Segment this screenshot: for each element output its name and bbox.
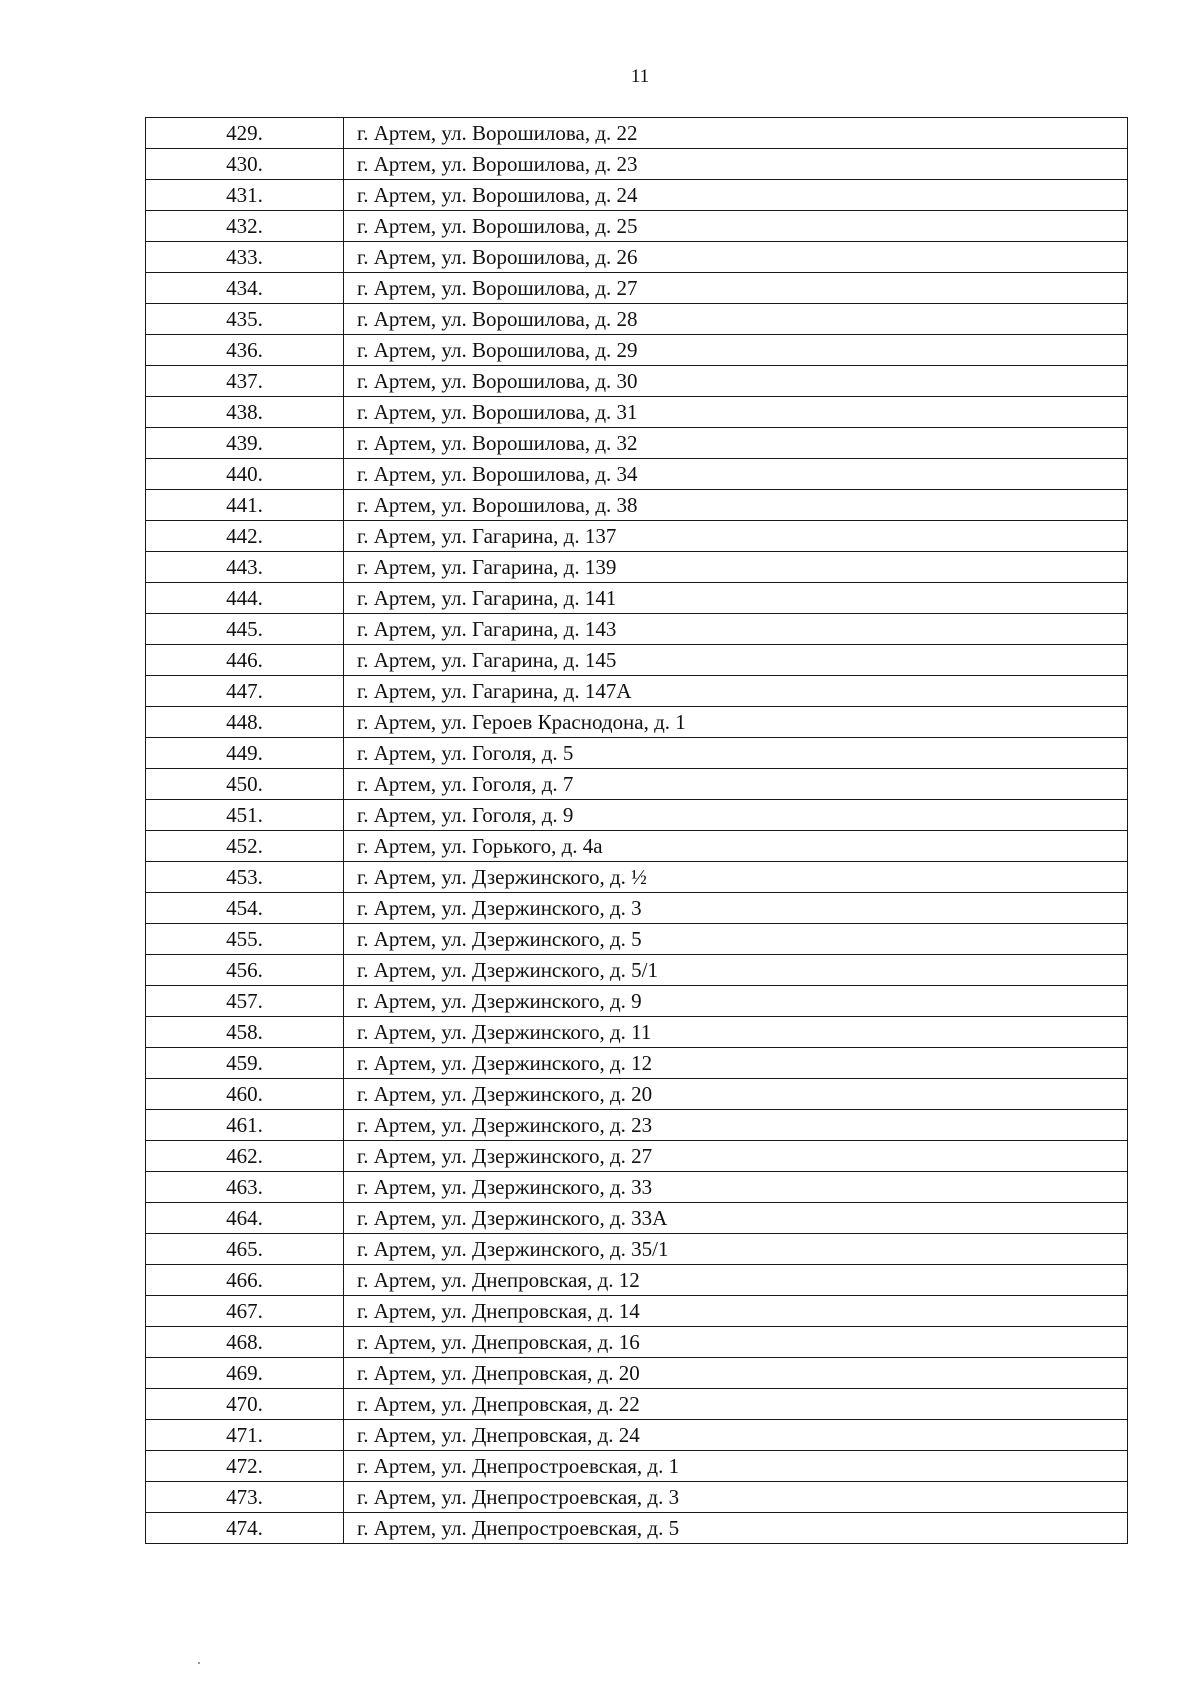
- row-number-cell: 438.: [146, 397, 344, 428]
- address-cell: г. Артем, ул. Ворошилова, д. 32: [344, 428, 1128, 459]
- row-number-cell: 453.: [146, 862, 344, 893]
- row-number-cell: 449.: [146, 738, 344, 769]
- table-row: [146, 1234, 1128, 1265]
- table-row: [146, 1296, 1128, 1327]
- address-cell: г. Артем, ул. Гагарина, д. 139: [344, 552, 1128, 583]
- address-cell: г. Артем, ул. Гагарина, д. 137: [344, 521, 1128, 552]
- row-number-cell: 441.: [146, 490, 344, 521]
- address-cell: г. Артем, ул. Гагарина, д. 141: [344, 583, 1128, 614]
- table-row: [146, 1451, 1128, 1482]
- row-number-cell: 474.: [146, 1513, 344, 1544]
- table-row: [146, 1482, 1128, 1513]
- address-cell: г. Артем, ул. Ворошилова, д. 25: [344, 211, 1128, 242]
- row-number-cell: 434.: [146, 273, 344, 304]
- table-row: [146, 1265, 1128, 1296]
- address-cell: г. Артем, ул. Героев Краснодона, д. 1: [344, 707, 1128, 738]
- table-row: [146, 1110, 1128, 1141]
- row-number-cell: 458.: [146, 1017, 344, 1048]
- row-number-cell: 436.: [146, 335, 344, 366]
- table-row: [146, 149, 1128, 180]
- row-number-cell: 446.: [146, 645, 344, 676]
- row-number-cell: 451.: [146, 800, 344, 831]
- row-number-cell: 461.: [146, 1110, 344, 1141]
- table-row: [146, 490, 1128, 521]
- table-row: [146, 583, 1128, 614]
- row-number-cell: 460.: [146, 1079, 344, 1110]
- page-number: 11: [630, 66, 650, 87]
- row-number-cell: 462.: [146, 1141, 344, 1172]
- table-row: [146, 242, 1128, 273]
- row-number-cell: 465.: [146, 1234, 344, 1265]
- table-row: [146, 1389, 1128, 1420]
- address-cell: г. Артем, ул. Ворошилова, д. 38: [344, 490, 1128, 521]
- scan-dot-mark: [198, 1662, 200, 1664]
- row-number-cell: 433.: [146, 242, 344, 273]
- row-number-cell: 470.: [146, 1389, 344, 1420]
- table-row: [146, 180, 1128, 211]
- row-number-cell: 437.: [146, 366, 344, 397]
- table-row: [146, 645, 1128, 676]
- row-number-cell: 464.: [146, 1203, 344, 1234]
- row-number-cell: 463.: [146, 1172, 344, 1203]
- address-cell: г. Артем, ул. Дзержинского, д. 12: [344, 1048, 1128, 1079]
- row-number-cell: 447.: [146, 676, 344, 707]
- address-cell: г. Артем, ул. Днепровская, д. 20: [344, 1358, 1128, 1389]
- address-cell: г. Артем, ул. Дзержинского, д. 3: [344, 893, 1128, 924]
- address-cell: г. Артем, ул. Ворошилова, д. 29: [344, 335, 1128, 366]
- address-cell: г. Артем, ул. Гоголя, д. 9: [344, 800, 1128, 831]
- row-number-cell: 444.: [146, 583, 344, 614]
- table-row: [146, 986, 1128, 1017]
- address-cell: г. Артем, ул. Днепростроевская, д. 1: [344, 1451, 1128, 1482]
- address-cell: г. Артем, ул. Гоголя, д. 5: [344, 738, 1128, 769]
- row-number-cell: 469.: [146, 1358, 344, 1389]
- table-row: [146, 118, 1128, 149]
- address-cell: г. Артем, ул. Дзержинского, д. 11: [344, 1017, 1128, 1048]
- row-number-cell: 466.: [146, 1265, 344, 1296]
- address-cell: г. Артем, ул. Ворошилова, д. 31: [344, 397, 1128, 428]
- row-number-cell: 432.: [146, 211, 344, 242]
- table-row: [146, 397, 1128, 428]
- address-cell: г. Артем, ул. Ворошилова, д. 27: [344, 273, 1128, 304]
- address-cell: г. Артем, ул. Днепровская, д. 22: [344, 1389, 1128, 1420]
- address-cell: г. Артем, ул. Дзержинского, д. 5: [344, 924, 1128, 955]
- table-row: [146, 428, 1128, 459]
- row-number-cell: 454.: [146, 893, 344, 924]
- address-cell: г. Артем, ул. Дзержинского, д. 27: [344, 1141, 1128, 1172]
- table-row: [146, 273, 1128, 304]
- table-row: [146, 800, 1128, 831]
- row-number-cell: 452.: [146, 831, 344, 862]
- row-number-cell: 468.: [146, 1327, 344, 1358]
- address-cell: г. Артем, ул. Днепровская, д. 14: [344, 1296, 1128, 1327]
- row-number-cell: 440.: [146, 459, 344, 490]
- address-cell: г. Артем, ул. Горького, д. 4а: [344, 831, 1128, 862]
- address-cell: г. Артем, ул. Ворошилова, д. 28: [344, 304, 1128, 335]
- address-cell: г. Артем, ул. Днепровская, д. 24: [344, 1420, 1128, 1451]
- address-cell: г. Артем, ул. Гоголя, д. 7: [344, 769, 1128, 800]
- table-row: [146, 1358, 1128, 1389]
- address-cell: г. Артем, ул. Дзержинского, д. 9: [344, 986, 1128, 1017]
- address-cell: г. Артем, ул. Дзержинского, д. 23: [344, 1110, 1128, 1141]
- table-row: [146, 707, 1128, 738]
- address-cell: г. Артем, ул. Днепровская, д. 12: [344, 1265, 1128, 1296]
- address-cell: г. Артем, ул. Днепровская, д. 16: [344, 1327, 1128, 1358]
- address-cell: г. Артем, ул. Дзержинского, д. 33: [344, 1172, 1128, 1203]
- row-number-cell: 431.: [146, 180, 344, 211]
- row-number-cell: 429.: [146, 118, 344, 149]
- table-row: [146, 1048, 1128, 1079]
- table-row: [146, 335, 1128, 366]
- address-cell: г. Артем, ул. Дзержинского, д. 35/1: [344, 1234, 1128, 1265]
- row-number-cell: 439.: [146, 428, 344, 459]
- table-row: [146, 769, 1128, 800]
- address-cell: г. Артем, ул. Дзержинского, д. 33А: [344, 1203, 1128, 1234]
- row-number-cell: 467.: [146, 1296, 344, 1327]
- table-row: [146, 1420, 1128, 1451]
- table-row: [146, 366, 1128, 397]
- address-cell: г. Артем, ул. Ворошилова, д. 26: [344, 242, 1128, 273]
- row-number-cell: 473.: [146, 1482, 344, 1513]
- table-row: [146, 521, 1128, 552]
- table-row: [146, 1172, 1128, 1203]
- row-number-cell: 430.: [146, 149, 344, 180]
- address-cell: г. Артем, ул. Ворошилова, д. 34: [344, 459, 1128, 490]
- row-number-cell: 450.: [146, 769, 344, 800]
- row-number-cell: 445.: [146, 614, 344, 645]
- address-cell: г. Артем, ул. Гагарина, д. 145: [344, 645, 1128, 676]
- address-cell: г. Артем, ул. Гагарина, д. 143: [344, 614, 1128, 645]
- row-number-cell: 442.: [146, 521, 344, 552]
- row-number-cell: 457.: [146, 986, 344, 1017]
- table-row: [146, 738, 1128, 769]
- row-number-cell: 459.: [146, 1048, 344, 1079]
- table-row: [146, 924, 1128, 955]
- table-row: [146, 862, 1128, 893]
- row-number-cell: 472.: [146, 1451, 344, 1482]
- table-row: [146, 1141, 1128, 1172]
- table-row: [146, 955, 1128, 986]
- row-number-cell: 443.: [146, 552, 344, 583]
- row-number-cell: 471.: [146, 1420, 344, 1451]
- address-cell: г. Артем, ул. Ворошилова, д. 24: [344, 180, 1128, 211]
- address-table-body: [146, 118, 1128, 1544]
- address-cell: г. Артем, ул. Ворошилова, д. 30: [344, 366, 1128, 397]
- table-row: [146, 552, 1128, 583]
- address-table: [145, 117, 1128, 1544]
- table-row: [146, 211, 1128, 242]
- table-row: [146, 893, 1128, 924]
- address-cell: г. Артем, ул. Днепростроевская, д. 5: [344, 1513, 1128, 1544]
- address-cell: г. Артем, ул. Дзержинского, д. 5/1: [344, 955, 1128, 986]
- table-row: [146, 614, 1128, 645]
- row-number-cell: 456.: [146, 955, 344, 986]
- address-cell: г. Артем, ул. Дзержинского, д. ½: [344, 862, 1128, 893]
- table-row: [146, 304, 1128, 335]
- table-row: [146, 831, 1128, 862]
- address-cell: г. Артем, ул. Гагарина, д. 147А: [344, 676, 1128, 707]
- table-row: [146, 1017, 1128, 1048]
- address-cell: г. Артем, ул. Ворошилова, д. 22: [344, 118, 1128, 149]
- table-row: [146, 676, 1128, 707]
- table-row: [146, 1203, 1128, 1234]
- row-number-cell: 455.: [146, 924, 344, 955]
- address-cell: г. Артем, ул. Дзержинского, д. 20: [344, 1079, 1128, 1110]
- table-row: [146, 1327, 1128, 1358]
- table-row: [146, 459, 1128, 490]
- address-cell: г. Артем, ул. Ворошилова, д. 23: [344, 149, 1128, 180]
- address-cell: г. Артем, ул. Днепростроевская, д. 3: [344, 1482, 1128, 1513]
- table-row: [146, 1513, 1128, 1544]
- table-row: [146, 1079, 1128, 1110]
- row-number-cell: 448.: [146, 707, 344, 738]
- row-number-cell: 435.: [146, 304, 344, 335]
